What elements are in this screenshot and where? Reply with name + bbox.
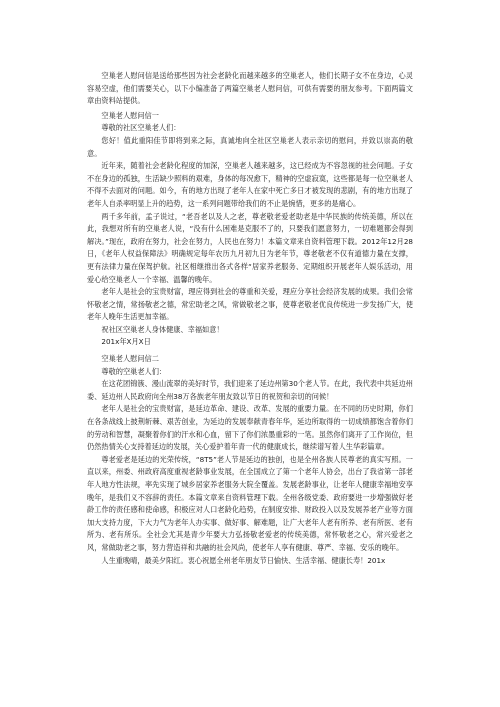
letter1-salutation: 尊敬的社区空巢老人们：	[101, 123, 181, 133]
letter1-title: 空巢老人慰问信一	[101, 110, 159, 120]
letter2-title: 空巢老人慰问信二	[101, 354, 159, 364]
letter1-paragraph: 老年人是社会的宝贵财富，理应得到社会的尊重和关爱，理应分享社会经济发展的成果。我们会常怀敬老之情，常扬敬老之德，常宏助老之风，常做敬老之事，使尊老敬老优良传统进一步发扬广大，使老年人晚年生活更加幸福。	[87, 287, 413, 322]
letter1-closing: 祝社区空巢老人身体健康、幸福如意！	[101, 324, 224, 334]
letter2-salutation: 尊敬的空巢老人们：	[101, 366, 167, 376]
letter1-paragraph: 两千多年前，孟子说过，“老吾老以及人之老，尊老敬老爱老助老是中华民族的传统美德，所以在此，我想对所有的空巢老人说，“没有什么困难是克服不了的，只要我们愿意努力，一切难题都会得到解决。”现在，政府在努力，社会在努力，人民也在努力！本篇文章来自资料管理下载。2012年12月28日，《老年人权益保障法》明确规定每年农历九月初九日为老年节，尊老敬老不仅有道德力量在支撑，更有法律力量在保驾护航。社区相继推出各式各样“居家养老服务、定期组织开展老年人娱乐活动，用爱心给空巢老人一个幸福、温馨的晚年。	[87, 211, 413, 284]
letter2-paragraph: 尊老爱老是延边的光荣传统，“8T5”老人节是延边的独创，也是全州各族人民尊老的真实写照。一直以来，州委、州政府高度重视老龄事业发展，在全国成立了第一个老年人协会，出台了我省第一部老年人地方性法规，率先实现了城乡居家养老服务大院全覆盖。发展老龄事业，让老年人健康幸福地安享晚年，是我们义不容辞的责任。本篇文章来自资料管理下载。全州各级党委、政府要进一步增强做好老龄工作的责任感和使命感，积极应对人口老龄化趋势，在制度安排、财政投入以及发展养老产业等方面加大支持力度，下大力气为老年人办实事、做好事、解难题，让广大老年人老有所养、老有所医、老有所为、老有所乐。全社会尤其是青少年要大力弘扬敬老爱老的传统美德，常怀敬老之心，常兴爱老之风，常做助老之事，努力营造祥和共融的社会风尚，使老年人享有健康、尊严、幸福、安乐的晚年。	[87, 454, 413, 552]
letter2-closing: 人生重晚晴，最美夕阳红。衷心祝愿全州老年朋友节日愉快、生活幸福、健康长寿！201x	[101, 555, 386, 565]
intro-paragraph: 空巢老人慰问信是送给那些因为社会老龄化而越来越多的空巢老人，他们长期子女不在身边，心灵容易空虚，他们需要关心，以下小编准备了两篇空巢老人慰问信，可供有需要的朋友参考。下面两篇文章由资料站提供。	[87, 71, 413, 106]
document-page	[87, 70, 413, 567]
letter2-paragraph: 在这花团锦簇、漫山流翠的美好时节，我们迎来了延边州第30个老人节。在此，我代表中共延边州委、延边州人民政府向全州38万各族老年朋友致以节日的祝贺和亲切的问候！	[87, 379, 413, 401]
letter1-date: 201x年X月X日	[101, 337, 151, 347]
letter1-paragraph: 您好！值此重阳佳节即将到来之际，真诚地向全社区空巢老人表示亲切的慰问，并致以崇高的敬意。	[87, 135, 413, 158]
letter1-paragraph: 近年来，随着社会老龄化程度的加深，空巢老人越来越多，这已经成为不容忽视的社会问题。子女不在身边的孤独，生活缺少照料的艰难，身体的每况愈下，精神的空虚寂寞，这些都是每一位空巢老人不得不去面对的问题。如今，有的地方出现了老年人在家中死亡多日才被发现的悲剧，有的地方出现了老年人自杀率明显上升的趋势，这一系列问题带给我们的不止是惋惜，更多的是痛心。	[87, 161, 413, 208]
letter2-paragraph: 老年人是社会的宝贵财富，是延边革命、建设、改革、发展的重要力量。在不同的历史时期，你们在各条战线上披荆斩棘、艰苦创业，为延边的发展奉献青春年华，延边所取得的一切成绩都饱含着你们的劳动和智慧，凝聚着你们的汗水和心血，留下了你们浓墨重彩的一笔。虽然你们离开了工作岗位，但仍然热情关心支持着延边的发展，关心爱护着年青一代的健康成长，继续谱写着人生华彩篇章。	[87, 404, 413, 452]
